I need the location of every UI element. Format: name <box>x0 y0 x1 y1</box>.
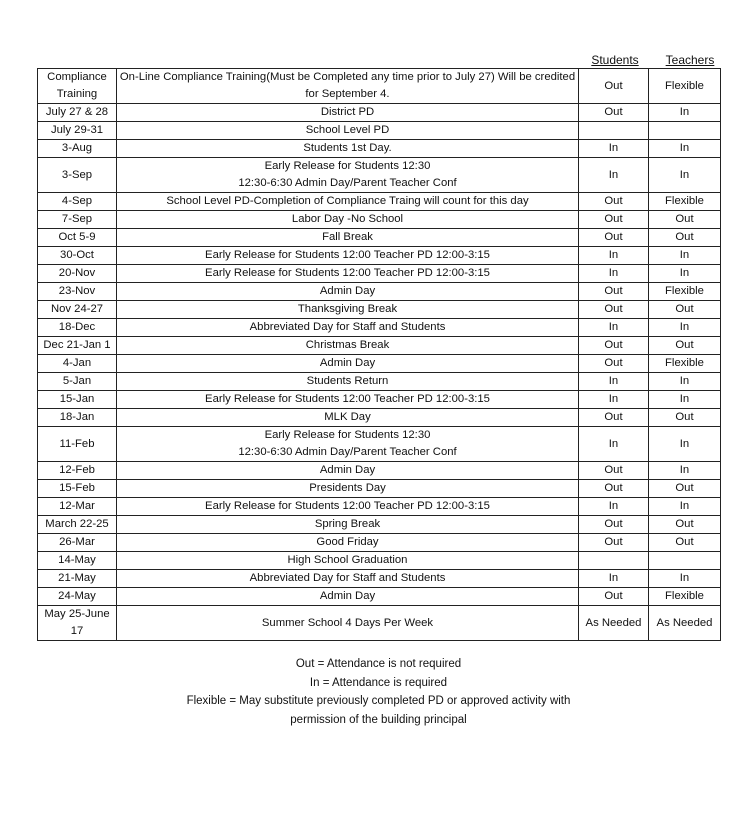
row-teachers: In <box>649 319 721 337</box>
row-date: July 27 & 28 <box>38 104 117 122</box>
row-teachers: In <box>649 427 721 462</box>
row-students: In <box>579 373 649 391</box>
row-event: School Level PD <box>117 122 579 140</box>
legend-in: In = Attendance is required <box>309 676 448 689</box>
table-row <box>38 193 721 211</box>
table-row <box>38 283 721 301</box>
row-event: Spring Break <box>117 516 579 534</box>
table-row <box>38 140 721 158</box>
row-date: July 29-31 <box>38 122 117 140</box>
row-date: 18-Dec <box>38 319 117 337</box>
teachers-column-header: Teachers <box>665 53 715 67</box>
row-students: Out <box>579 409 649 427</box>
row-date: 26-Mar <box>38 534 117 552</box>
row-event: Admin Day <box>117 355 579 373</box>
row-students: Out <box>579 355 649 373</box>
row-date: Nov 24-27 <box>38 301 117 319</box>
row-teachers: Flexible <box>649 69 721 104</box>
table-row <box>38 229 721 247</box>
table-row <box>38 319 721 337</box>
row-event: Fall Break <box>117 229 579 247</box>
row-teachers: Out <box>649 534 721 552</box>
row-students <box>579 552 649 570</box>
row-students: Out <box>579 193 649 211</box>
row-teachers: As Needed <box>649 606 721 641</box>
row-teachers: Out <box>649 211 721 229</box>
table-row <box>38 104 721 122</box>
schedule-table <box>37 68 721 641</box>
table-row <box>38 606 721 641</box>
row-teachers: In <box>649 570 721 588</box>
table-row <box>38 301 721 319</box>
table-row <box>38 391 721 409</box>
row-date: 3-Sep <box>38 158 117 193</box>
row-event: On-Line Compliance Training(Must be Completed any time prior to July 27) Will be credited for September 4. <box>117 69 579 104</box>
row-event: Summer School 4 Days Per Week <box>117 606 579 641</box>
table-row <box>38 158 721 193</box>
row-date: May 25-June 17 <box>38 606 117 641</box>
row-teachers: Flexible <box>649 355 721 373</box>
row-teachers: Out <box>649 480 721 498</box>
row-students: Out <box>579 337 649 355</box>
row-event: Admin Day <box>117 588 579 606</box>
students-column-header: Students <box>591 53 639 67</box>
row-date: 14-May <box>38 552 117 570</box>
row-students: Out <box>579 104 649 122</box>
table-row <box>38 69 721 104</box>
row-event: District PD <box>117 104 579 122</box>
row-students: Out <box>579 69 649 104</box>
row-students: In <box>579 247 649 265</box>
row-teachers: In <box>649 462 721 480</box>
table-row <box>38 462 721 480</box>
row-students: Out <box>579 229 649 247</box>
row-event: Thanksgiving Break <box>117 301 579 319</box>
table-row <box>38 498 721 516</box>
table-row <box>38 570 721 588</box>
table-row <box>38 122 721 140</box>
row-date: 20-Nov <box>38 265 117 283</box>
row-date: 4-Sep <box>38 193 117 211</box>
row-teachers: In <box>649 373 721 391</box>
table-row <box>38 516 721 534</box>
table-row <box>38 409 721 427</box>
row-event: School Level PD-Completion of Compliance Traing will count for this day <box>117 193 579 211</box>
row-event: Christmas Break <box>117 337 579 355</box>
row-date: Compliance Training <box>38 69 117 104</box>
row-teachers: Out <box>649 409 721 427</box>
row-students: In <box>579 319 649 337</box>
row-event: Labor Day -No School <box>117 211 579 229</box>
row-teachers: Out <box>649 229 721 247</box>
table-row <box>38 552 721 570</box>
table-row <box>38 211 721 229</box>
row-date: 12-Mar <box>38 498 117 516</box>
legend-out: Out = Attendance is not required <box>295 658 462 670</box>
row-teachers: Flexible <box>649 588 721 606</box>
row-date: 11-Feb <box>38 427 117 462</box>
table-row <box>38 588 721 606</box>
row-event: Good Friday <box>117 534 579 552</box>
row-date: 5-Jan <box>38 373 117 391</box>
table-row <box>38 534 721 552</box>
table-row <box>38 265 721 283</box>
row-event: Presidents Day <box>117 480 579 498</box>
row-event: High School Graduation <box>117 552 579 570</box>
table-row <box>38 355 721 373</box>
row-date: 4-Jan <box>38 355 117 373</box>
row-students: In <box>579 391 649 409</box>
table-row <box>38 373 721 391</box>
table-row <box>38 247 721 265</box>
row-students: Out <box>579 462 649 480</box>
row-students: Out <box>579 480 649 498</box>
table-row <box>38 337 721 355</box>
row-date: 7-Sep <box>38 211 117 229</box>
row-students: In <box>579 570 649 588</box>
row-students: Out <box>579 301 649 319</box>
row-event: Admin Day <box>117 283 579 301</box>
row-students: In <box>579 140 649 158</box>
row-event: Early Release for Students 12:00 Teacher PD 12:00-3:15 <box>117 247 579 265</box>
row-event: Early Release for Students 12:30 12:30-6:30 Admin Day/Parent Teacher Conf <box>117 158 579 193</box>
legend <box>37 655 720 729</box>
row-students: Out <box>579 211 649 229</box>
row-event: Admin Day <box>117 462 579 480</box>
row-date: 24-May <box>38 588 117 606</box>
row-teachers: In <box>649 391 721 409</box>
row-teachers: In <box>649 247 721 265</box>
row-date: 23-Nov <box>38 283 117 301</box>
row-students: Out <box>579 283 649 301</box>
row-teachers: Out <box>649 337 721 355</box>
row-event: Abbreviated Day for Staff and Students <box>117 319 579 337</box>
row-event: Students Return <box>117 373 579 391</box>
row-date: Dec 21-Jan 1 <box>38 337 117 355</box>
row-date: 18-Jan <box>38 409 117 427</box>
row-event: Students 1st Day. <box>117 140 579 158</box>
row-teachers: Flexible <box>649 283 721 301</box>
row-students: In <box>579 427 649 462</box>
row-teachers: Flexible <box>649 193 721 211</box>
row-date: 21-May <box>38 570 117 588</box>
row-teachers: Out <box>649 516 721 534</box>
row-students <box>579 122 649 140</box>
row-teachers: In <box>649 158 721 193</box>
row-event: Early Release for Students 12:30 12:30-6:30 Admin Day/Parent Teacher Conf <box>117 427 579 462</box>
row-teachers: In <box>649 104 721 122</box>
row-date: 12-Feb <box>38 462 117 480</box>
legend-flexible: Flexible = May substitute previously completed PD or approved activity with permission of the building principal <box>186 695 571 726</box>
row-teachers: Out <box>649 301 721 319</box>
row-event: Abbreviated Day for Staff and Students <box>117 570 579 588</box>
row-date: 15-Feb <box>38 480 117 498</box>
row-event: Early Release for Students 12:00 Teacher PD 12:00-3:15 <box>117 391 579 409</box>
row-students: Out <box>579 588 649 606</box>
row-event: Early Release for Students 12:00 Teacher PD 12:00-3:15 <box>117 498 579 516</box>
table-row <box>38 427 721 462</box>
row-date: March 22-25 <box>38 516 117 534</box>
row-teachers: In <box>649 498 721 516</box>
row-date: 30-Oct <box>38 247 117 265</box>
row-date: 3-Aug <box>38 140 117 158</box>
row-students: Out <box>579 516 649 534</box>
schedule-table-body <box>38 69 721 641</box>
row-event: MLK Day <box>117 409 579 427</box>
row-teachers <box>649 122 721 140</box>
row-students: Out <box>579 534 649 552</box>
row-date: Oct 5-9 <box>38 229 117 247</box>
row-teachers: In <box>649 265 721 283</box>
row-teachers: In <box>649 140 721 158</box>
row-event: Early Release for Students 12:00 Teacher PD 12:00-3:15 <box>117 265 579 283</box>
row-date: 15-Jan <box>38 391 117 409</box>
row-students: As Needed <box>579 606 649 641</box>
table-row <box>38 480 721 498</box>
row-students: In <box>579 498 649 516</box>
row-students: In <box>579 265 649 283</box>
row-students: In <box>579 158 649 193</box>
row-teachers <box>649 552 721 570</box>
